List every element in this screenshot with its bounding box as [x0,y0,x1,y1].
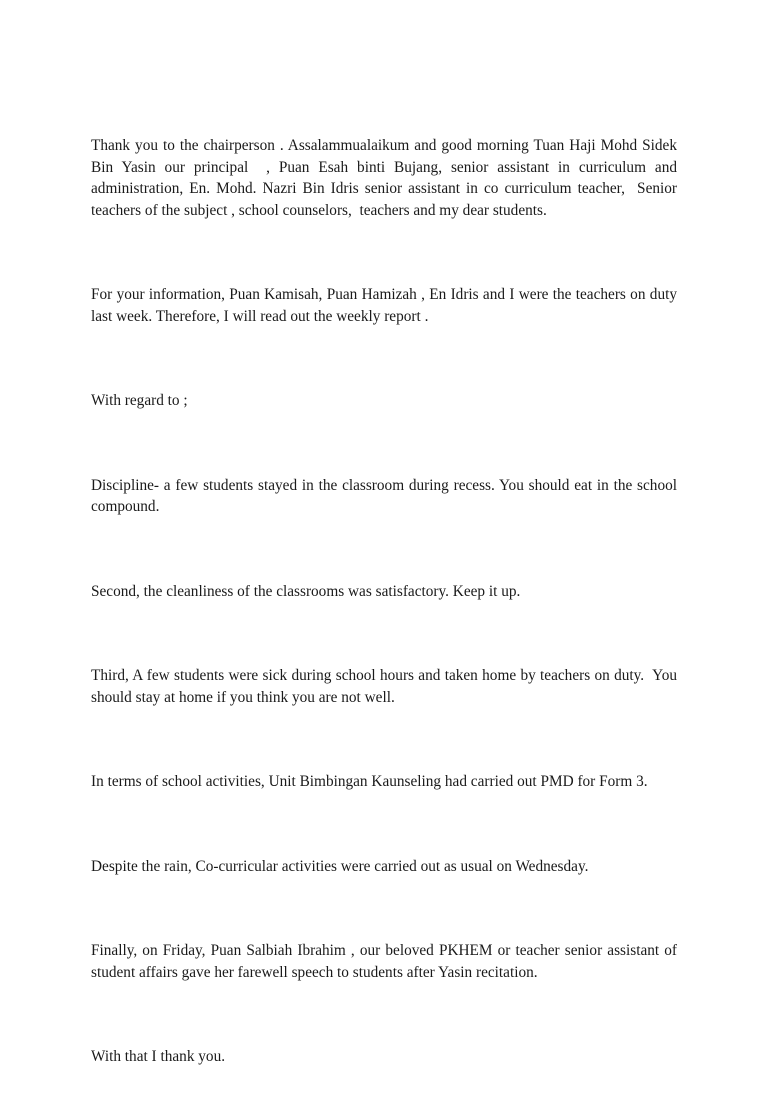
document-page [91,92,685,1109]
paragraph-greeting: Thank you to the chairperson . Assalammualaikum and good morning Tuan Haji Mohd Sidek Bin Yasin our principal , Puan Esah binti Bujang, senior assistant in curriculum and administration, En. Mohd. Nazri Bin Idris senior assistant in co curriculum teacher, Senior teachers of the subject , school counselors, teachers and my dear students. [91,137,681,219]
paragraph-closing: With that I thank you. [91,1048,226,1065]
paragraph-teachers-on-duty: For your information, Puan Kamisah, Puan Hamizah , En Idris and I were the teachers on duty last week. Therefore, I will read out the weekly report . [91,286,681,325]
paragraph-co-curricular: Despite the rain, Co-curricular activities were carried out as usual on Wednesday. [91,857,589,875]
paragraph-farewell: Finally, on Friday, Puan Salbiah Ibrahim , our beloved PKHEM or teacher senior assistant of student affairs gave her farewell speech to students after Yasin recitation. [91,942,685,981]
paragraph-sick-students: Third, A few students were sick during school hours and taken home by teachers on duty. You should stay at home if you think you are not well. [91,667,681,706]
paragraph-school-activities: In terms of school activities, Unit Bimbingan Kaunseling had carried out PMD for Form 3. [91,773,648,790]
paragraph-cleanliness: Second, the cleanliness of the classrooms was satisfactory. Keep it up. [91,582,521,600]
paragraph-discipline: Discipline- a few students stayed in the classroom during recess. You should eat in the school compound. [91,476,681,515]
paragraph-with-regard: With regard to ; [91,392,188,409]
